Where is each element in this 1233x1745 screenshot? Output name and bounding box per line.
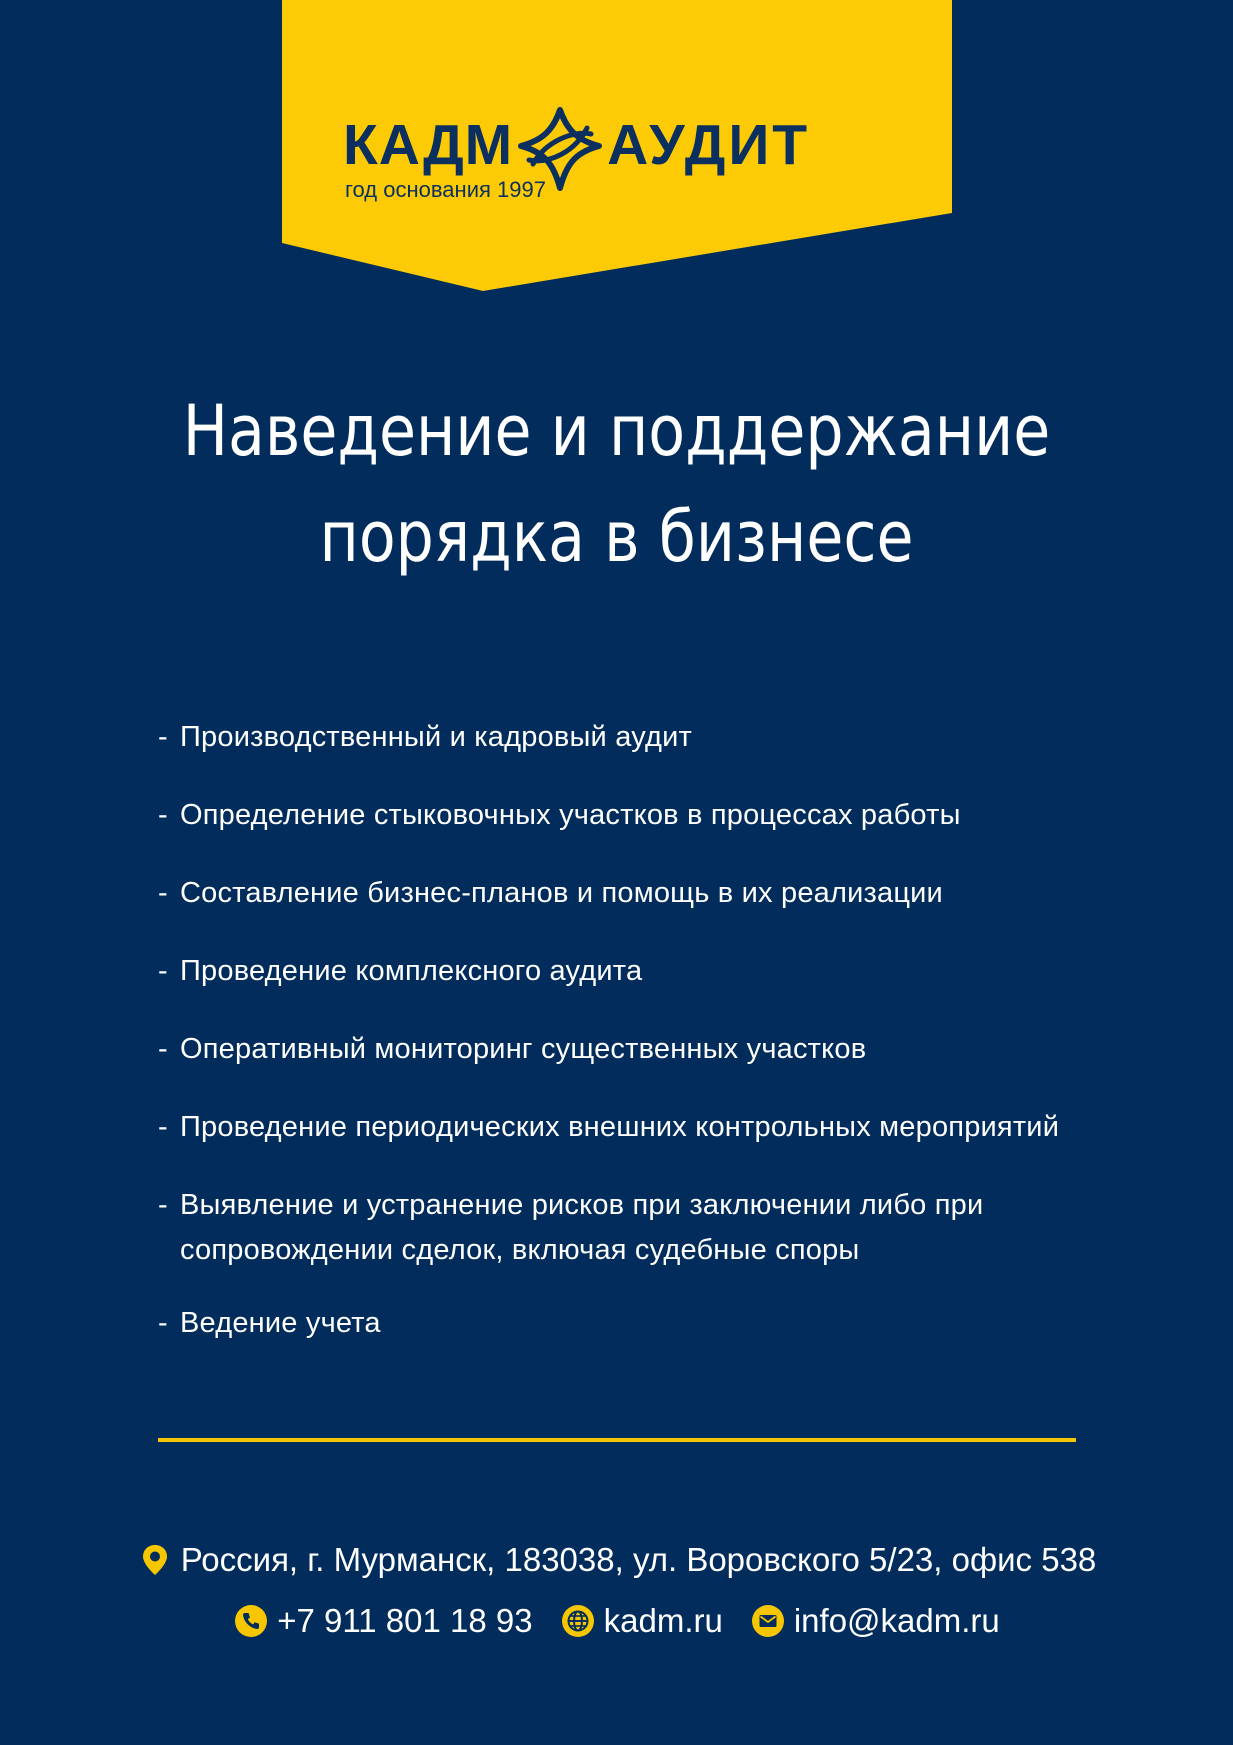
page-title [155,378,1078,590]
phone-text: +7 911 801 18 93 [277,1602,533,1639]
address-text: Россия, г. Мурманск, 183038, ул. Воровского 5/23, офис 538 [180,1541,1097,1578]
address-contact [138,1541,1097,1579]
founded-year: год основания 1997 [345,177,546,202]
contacts-row [158,1596,1076,1646]
phone-icon [234,1604,268,1638]
logo-right-word: АУДИТ [607,113,811,177]
service-item: - Определение стыковочных участков в процессах работы [158,793,1118,838]
mail-icon [751,1604,785,1638]
location-pin-icon [138,1543,172,1577]
phone-contact[interactable] [234,1602,532,1640]
company-logo [343,114,903,176]
website-contact[interactable] [561,1602,723,1640]
address-row [158,1535,1097,1585]
globe-icon [561,1604,595,1638]
title-line-1: Наведение и поддержание [182,390,1051,472]
service-item: - Проведение периодических внешних контрольных мероприятий [158,1105,1118,1150]
title-line-2: порядка в бизнесе [319,496,914,578]
service-item: - Выявление и устранение рисков при заключении либо при сопровождении сделок, включая судебные споры [158,1183,1118,1273]
services-list [158,715,1118,1379]
service-item: - Составление бизнес-планов и помощь в их реализации [158,871,1118,916]
email-text: info@kadm.ru [793,1602,1000,1639]
website-text: kadm.ru [603,1602,723,1639]
service-item: - Ведение учета [158,1301,1118,1346]
divider-line [158,1438,1076,1442]
logo-left-word: КАДМ [343,113,514,177]
service-item: - Производственный и кадровый аудит [158,715,1118,760]
service-item: - Проведение комплексного аудита [158,949,1118,994]
email-contact[interactable] [751,1602,1000,1640]
service-item: - Оперативный мониторинг существенных участков [158,1027,1118,1072]
